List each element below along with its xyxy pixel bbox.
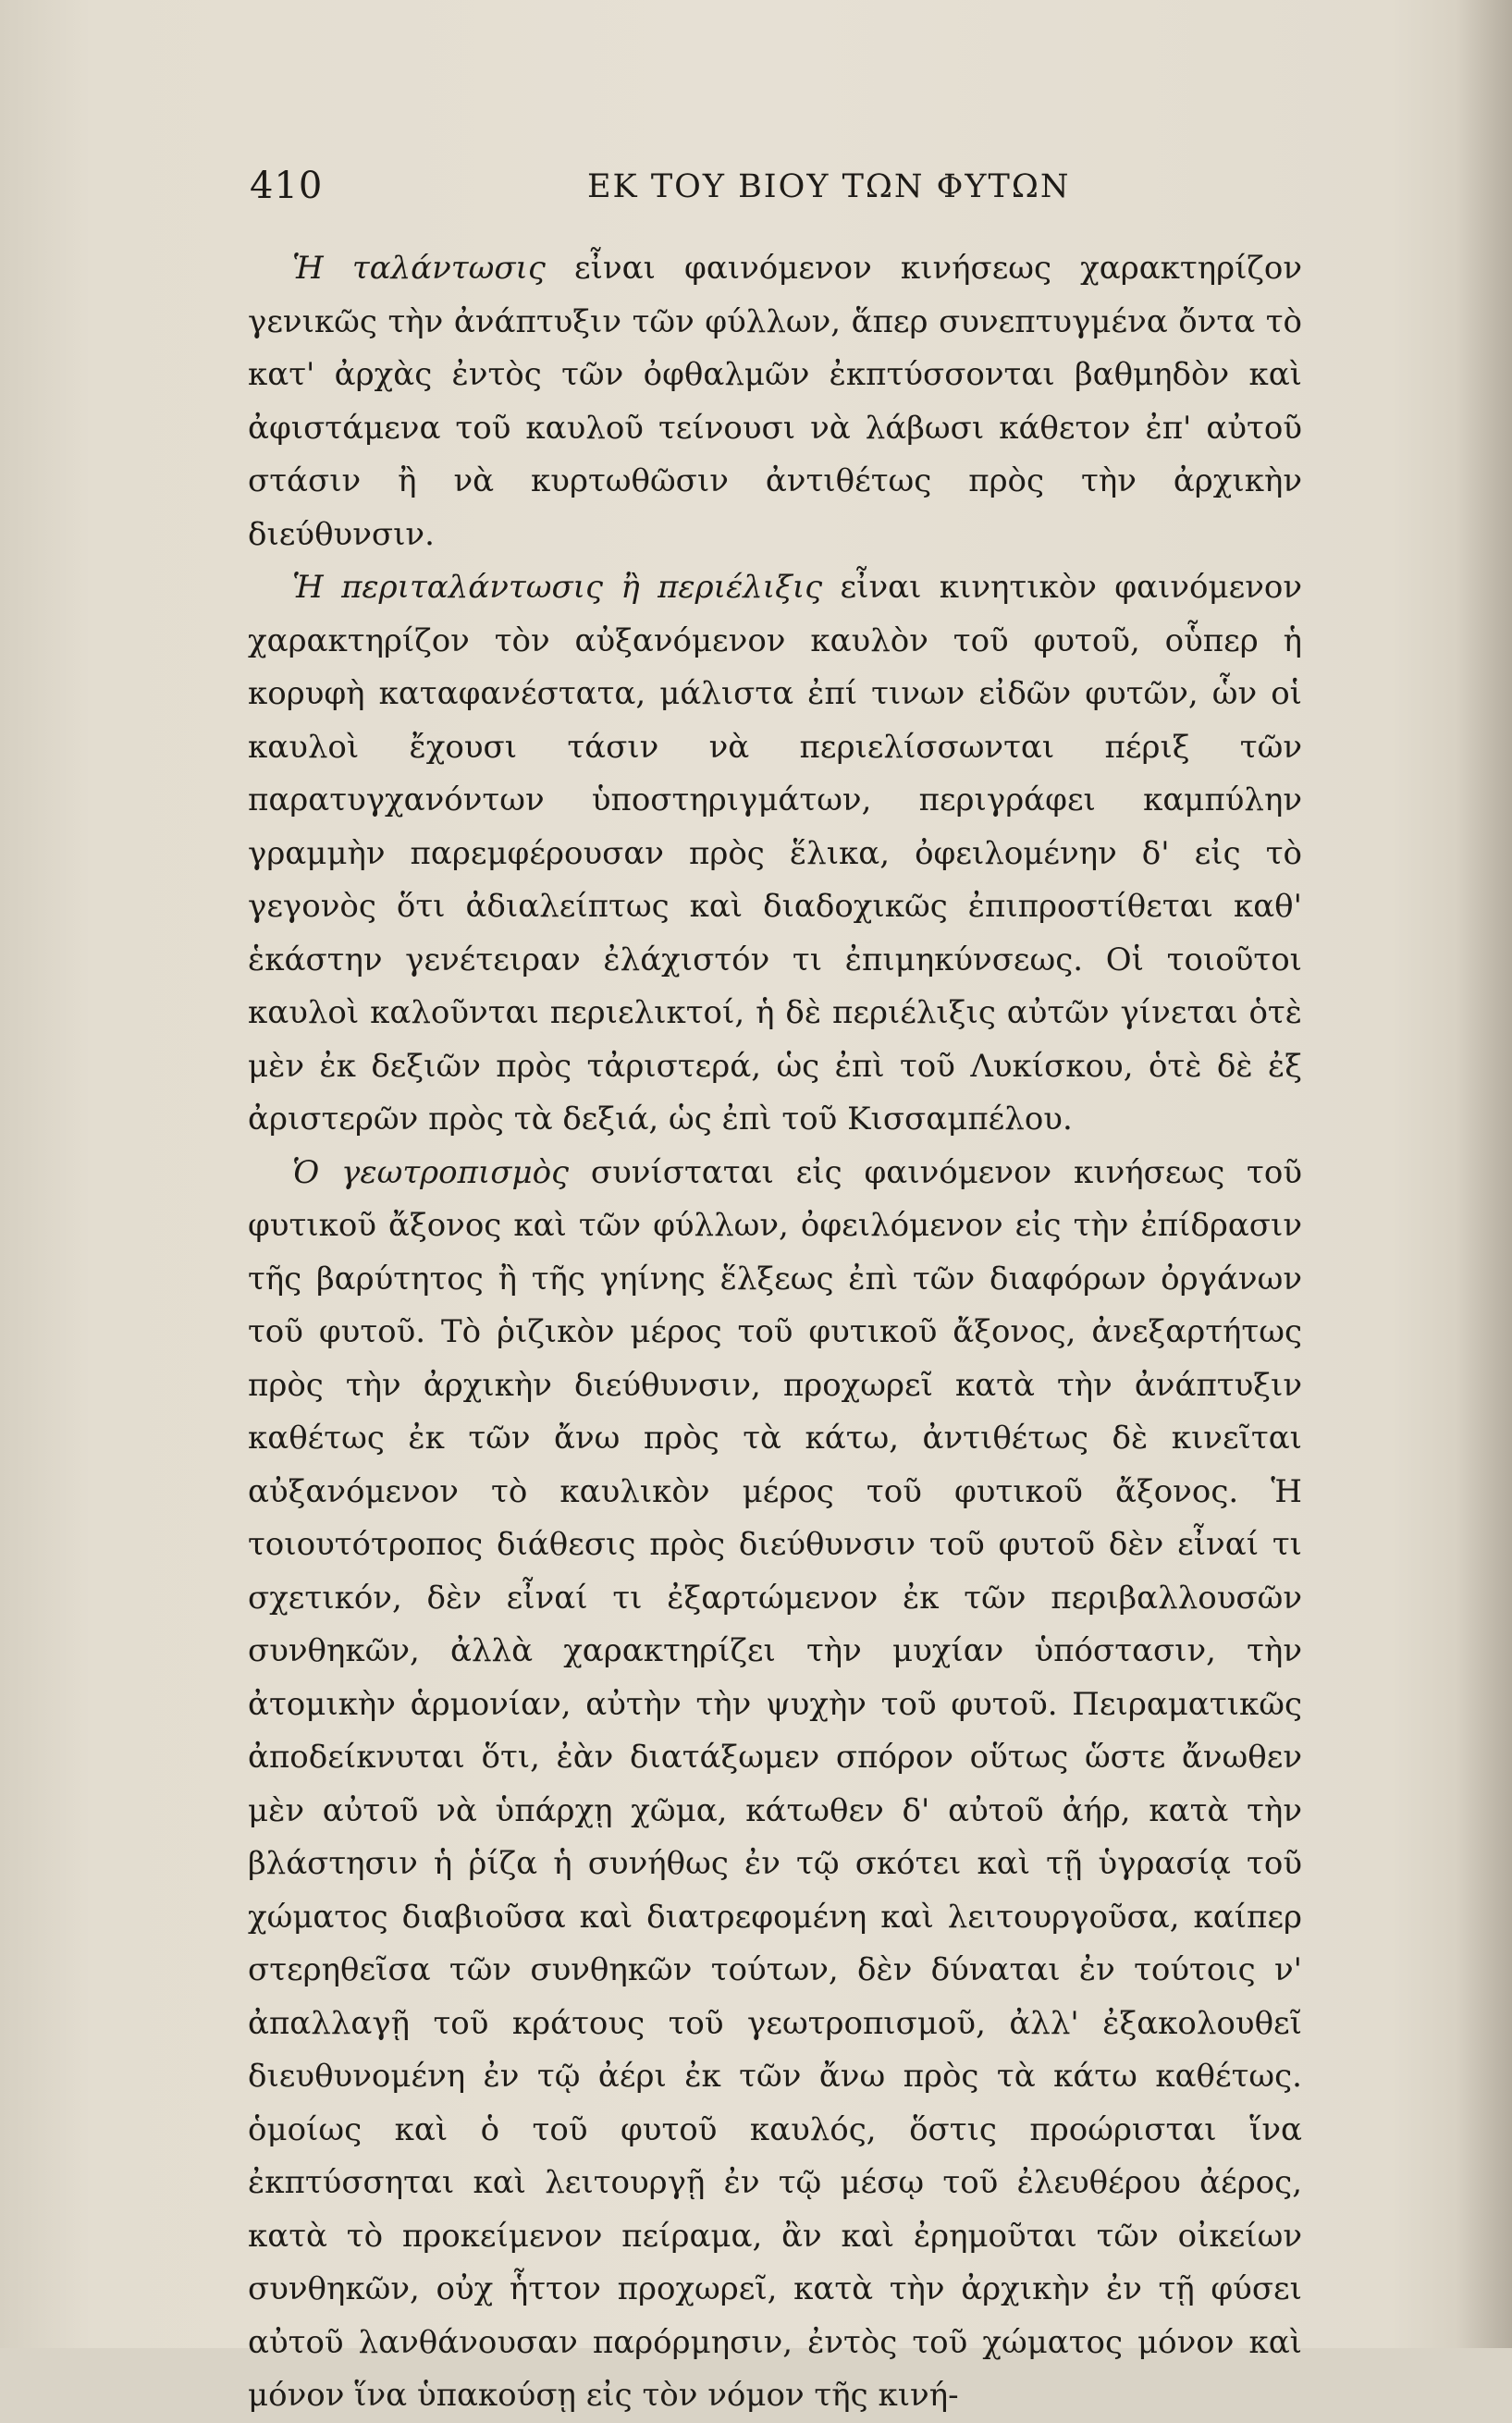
page-number: 410 (250, 165, 324, 207)
paragraph-text: συνίσταται εἰς φαινόμενον κινήσεως τοῦ φυτικοῦ ἄξονος καὶ τῶν φύλλων, ὀφειλόμενον εἰς τὴν ἐπίδρασιν τῆς βαρύτητος ἢ τῆς γηίνης ἕλξεως ἐπὶ τῶν διαφόρων ὀργάνων τοῦ φυτοῦ. Τὸ ῥιζικὸν μέρος τοῦ φυτικοῦ ἄξονος, ἀνεξαρτήτως πρὸς τὴν ἀρχικὴν διεύθυνσιν, προχωρεῖ κατὰ τὴν ἀνάπτυξιν καθέτως ἐκ τῶν ἄνω πρὸς τὰ κάτω, ἀντιθέτως δὲ κινεῖται αὐξανόμενον τὸ καυλικὸν μέρος τοῦ φυτικοῦ ἄξονος. Ἡ τοιουτότροπος διάθεσις πρὸς διεύθυνσιν τοῦ φυτοῦ δὲν εἶναί τι σχετικόν, δὲν εἶναί τι ἐξαρτώμενον ἐκ τῶν περιβαλλουσῶν συνθηκῶν, ἀλλὰ χαρακτηρίζει τὴν μυχίαν ὑπόστασιν, τὴν ἀτομικὴν ἁρμονίαν, αὐτὴν τὴν ψυχὴν τοῦ φυτοῦ. Πειραματικῶς ἀποδείκνυται ὅτι, ἐὰν διατάξωμεν σπόρον οὕτως ὥστε ἄνωθεν μὲν αὐτοῦ νὰ ὑπάρχῃ χῶμα, κάτωθεν δ' αὐτοῦ ἀήρ, κατὰ τὴν βλάστησιν ἡ ῥίζα ἡ συνήθως ἐν τῷ σκότει καὶ τῇ ὑγρασίᾳ τοῦ χώματος διαβιοῦσα καὶ διατρεφομένη καὶ λειτουργοῦσα, καίπερ στερηθεῖσα τῶν συνθηκῶν τούτων, δὲν δύναται ἐν τούτοις ν' ἀπαλλαγῇ τοῦ κράτους τοῦ γεωτροπισμοῦ, ἀλλ' ἐξακολουθεῖ διευθυνομένη ἐν τῷ ἀέρι ἐκ τῶν ἄνω πρὸς τὰ κάτω καθέτως. ὁμοίως καὶ ὁ τοῦ φυτοῦ καυλός, ὅστις προώρισται ἵνα ἐκπτύσσηται καὶ λειτουργῇ ἐν τῷ μέσῳ τοῦ ἐλευθέρου ἀέρος, κατὰ τὸ προκείμενον πείραμα, ἂν καὶ ἐρημοῦται τῶν οἰκείων συνθηκῶν, οὐχ ἧττον προχωρεῖ, κατὰ τὴν ἀρχικὴν ἐν τῇ φύσει αὐτοῦ λανθάνουσαν παρόρμησιν, ἐντὸς τοῦ χώματος μόνον καὶ μόνον ἵνα ὑπακούσῃ εἰς τὸν νόμον τῆς κινή- (248, 1153, 1303, 2414)
page-header (250, 165, 1276, 220)
running-title: ΕΚ ΤΟΥ ΒΙΟΥ ΤΩΝ ΦΥΤΩΝ (587, 168, 1071, 205)
body-text (248, 242, 1302, 2423)
paragraph-geotropismos (248, 1147, 1302, 2423)
term-geotropismos: Ὁ γεωτροπισμὸς (292, 1153, 570, 1191)
paragraph-text: εἶναι φαινόμενον κινήσεως χαρακτηρίζον γενικῶς τὴν ἀνάπτυξιν τῶν φύλλων, ἅπερ συνεπτυγμένα ὄντα τὸ κατ' ἀρχὰς ἐντὸς τῶν ὀφθαλμῶν ἐκπτύσσονται βαθμηδὸν καὶ ἀφιστάμενα τοῦ καυλοῦ τείνουσι νὰ λάβωσι κάθετον ἐπ' αὐτοῦ στάσιν ἢ νὰ κυρτωθῶσιν ἀντιθέτως πρὸς τὴν ἀρχικὴν διεύθυνσιν. (248, 250, 1302, 553)
paragraph-peritalantosis (248, 561, 1302, 1147)
term-talantosis: Ἡ ταλάντωσις (292, 250, 546, 287)
term-peritalantosis: Ἡ περιταλάντωσις ἢ περιέλιξις (292, 569, 823, 606)
paragraph-talantosis (248, 242, 1302, 561)
paragraph-text: εἶναι κινητικὸν φαινόμενον χαρακτηρίζον τὸν αὐξανόμενον καυλὸν τοῦ φυτοῦ, οὗπερ ἡ κορυφὴ καταφανέστατα, μάλιστα ἐπί τινων εἰδῶν φυτῶν, ὧν οἱ καυλοὶ ἔχουσι τάσιν νὰ περιελίσσωνται πέριξ τῶν παρατυγχανόντων ὑποστηριγμάτων, περιγράφει καμπύλην γραμμὴν παρεμφέρουσαν πρὸς ἕλικα, ὀφειλομένην δ' εἰς τὸ γεγονὸς ὅτι ἀδιαλείπτως καὶ διαδοχικῶς ἐπιπροστίθεται καθ' ἑκάστην γενέτειραν ἐλάχιστόν τι ἐπιμηκύνσεως. Οἱ τοιοῦτοι καυλοὶ καλοῦνται περιελικτοί, ἡ δὲ περιέλιξις αὐτῶν γίνεται ὁτὲ μὲν ἐκ δεξιῶν πρὸς τἀριστερά, ὡς ἐπὶ τοῦ Λυκίσκου, ὁτὲ δὲ ἐξ ἀριστερῶν πρὸς τὰ δεξιά, ὡς ἐπὶ τοῦ Κισσαμπέλου. (248, 569, 1302, 1138)
page-spine-shadow (1457, 0, 1512, 2348)
